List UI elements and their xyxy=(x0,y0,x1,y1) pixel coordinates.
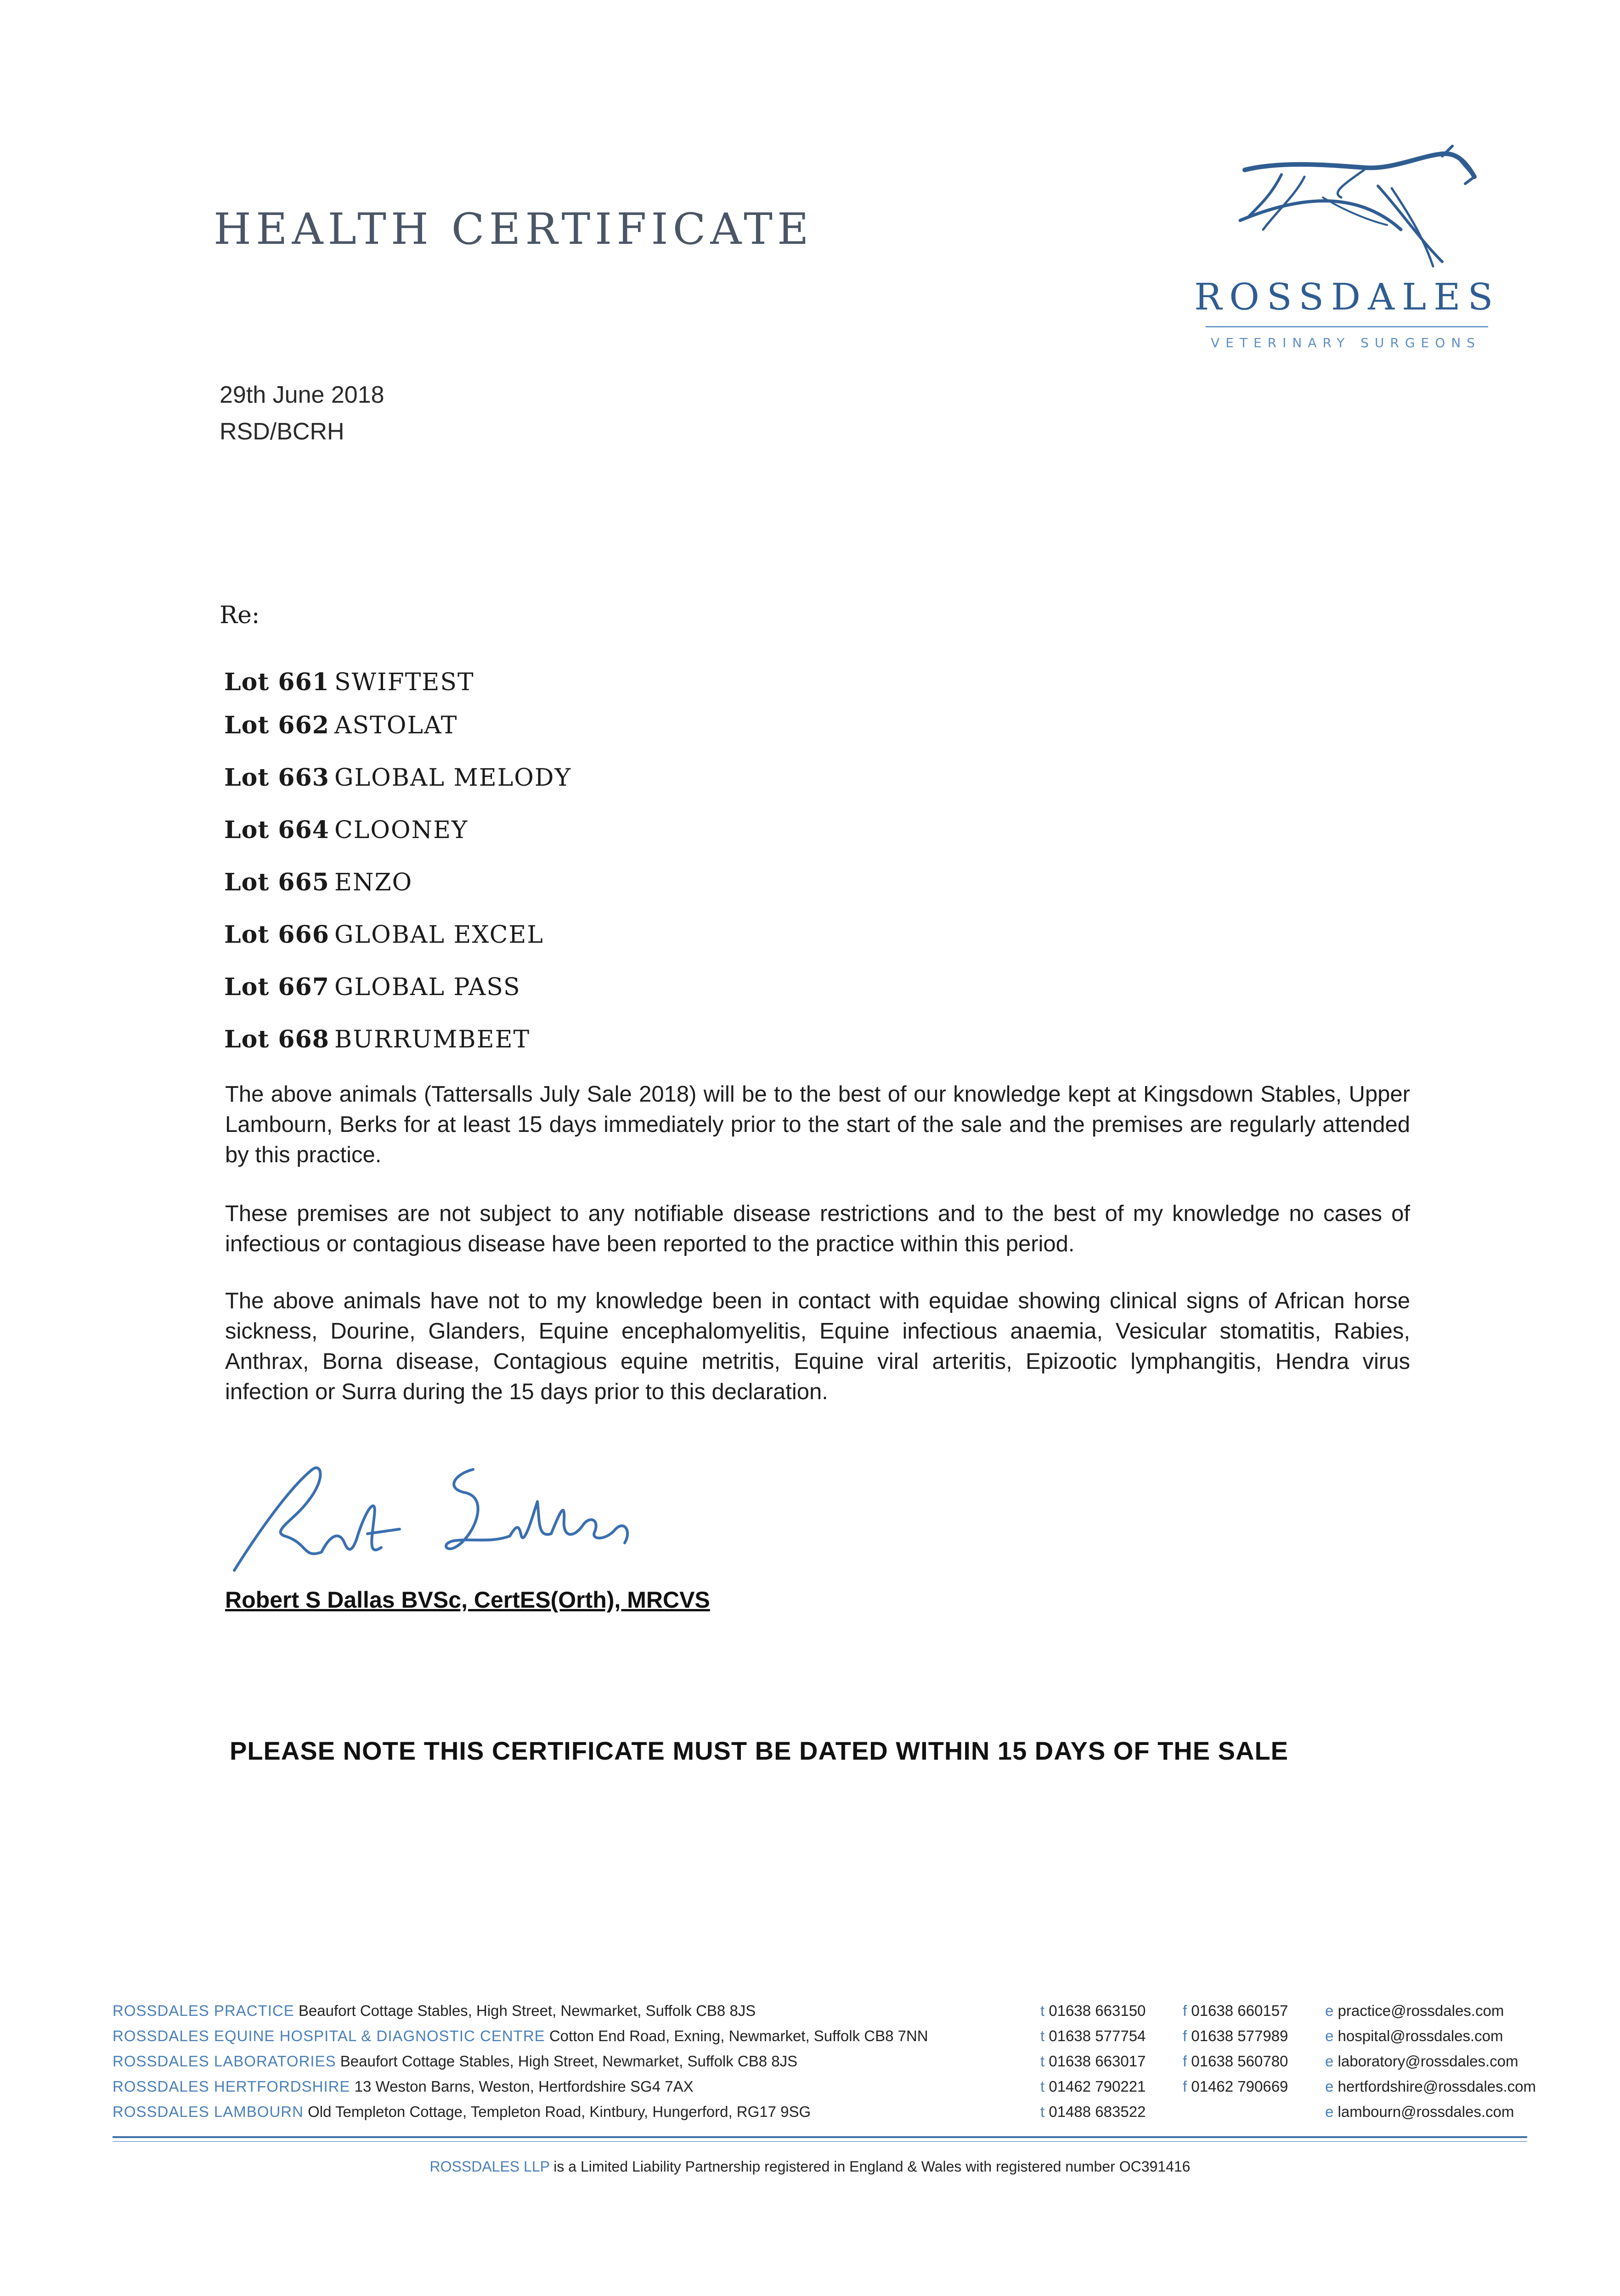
lot-row xyxy=(224,816,468,844)
footer-site-label: ROSSDALES LAMBOURN xyxy=(113,2103,304,2120)
footer-site-label: ROSSDALES LABORATORIES xyxy=(113,2053,336,2070)
body-paragraph: The above animals have not to my knowledge been in contact with equidae showing clinical signs of African horse sickness, Dourine, Glanders, Equine encephalomyelitis, Equine infectious anaemia, Vesicular stomatitis, Rabies, Anthrax, Borna disease, Contagious equine metritis, Equine viral arteritis, Epizootic lymphangitis, Hendra virus infection or Surra during the 15 days prior to this declaration. xyxy=(225,1289,1410,1404)
registration-text: is a Limited Liability Partnership registered in England & Wales with registered number OC391416 xyxy=(553,2158,1191,2175)
lot-row xyxy=(224,764,571,792)
footer-row xyxy=(113,2002,756,2026)
footer-phone: t 01488 683522 xyxy=(1040,2103,1146,2120)
registration-note xyxy=(0,2158,1620,2175)
footer-row xyxy=(113,2078,694,2102)
lot-horse-name: GLOBAL PASS xyxy=(334,974,521,1001)
lot-row xyxy=(224,668,474,696)
footer-address: 13 Weston Barns, Weston, Hertfordshire SG4 7AX xyxy=(354,2078,694,2095)
footer-fax: f 01638 560780 xyxy=(1183,2053,1288,2070)
footer-row xyxy=(113,2027,928,2051)
lot-number: Lot 663 xyxy=(224,764,329,792)
lot-number: Lot 667 xyxy=(224,973,329,1001)
footer-site-label: ROSSDALES PRACTICE xyxy=(113,2002,294,2019)
signatory-name: Robert S Dallas BVSc, CertES(Orth), MRCVS xyxy=(225,1587,710,1613)
footer-divider xyxy=(113,2136,1527,2138)
footer-fax: f 01638 577989 xyxy=(1183,2027,1288,2044)
footer-email[interactable]: e laboratory@rossdales.com xyxy=(1325,2053,1518,2070)
horse-logo-icon xyxy=(1226,142,1484,271)
footer-phone: t 01638 663150 xyxy=(1040,2002,1146,2019)
footer-email[interactable]: e lambourn@rossdales.com xyxy=(1325,2103,1514,2120)
lot-horse-name: SWIFTEST xyxy=(334,669,474,696)
footer-contacts xyxy=(113,2002,1536,2149)
handwritten-signature xyxy=(216,1451,675,1589)
brand-tagline: VETERINARY SURGEONS xyxy=(1211,335,1481,350)
footer-phone: t 01462 790221 xyxy=(1040,2078,1146,2095)
brand-name: ROSSDALES xyxy=(1194,276,1501,318)
footer-phone: t 01638 577754 xyxy=(1040,2027,1146,2044)
footer-address: Beaufort Cottage Stables, High Street, Newmarket, Suffolk CB8 8JS xyxy=(340,2053,798,2070)
footer-fax: f 01462 790669 xyxy=(1183,2078,1288,2095)
footer-email[interactable]: e hertfordshire@rossdales.com xyxy=(1325,2078,1536,2095)
lot-row xyxy=(224,868,412,896)
footer-site-label: ROSSDALES HERTFORDSHIRE xyxy=(113,2078,350,2095)
footer-email[interactable]: e hospital@rossdales.com xyxy=(1325,2027,1503,2044)
lot-number: Lot 661 xyxy=(224,668,329,696)
lot-number: Lot 668 xyxy=(224,1025,329,1053)
lot-horse-name: ENZO xyxy=(334,869,413,896)
lot-horse-name: BURRUMBEET xyxy=(334,1026,531,1053)
lot-number: Lot 664 xyxy=(224,816,329,844)
lot-number: Lot 665 xyxy=(224,868,329,896)
rossdales-logo xyxy=(1194,142,1501,367)
lot-row xyxy=(224,711,457,739)
lot-horse-name: CLOONEY xyxy=(334,816,469,844)
body-paragraph: The above animals (Tattersalls July Sale 2018) will be to the best of our knowledge kept at Kingsdown Stables, Upper Lambourn, Berks for at least 15 days immediately prior to the start of the sale and the premises are regularly attended by this practice. xyxy=(225,1082,1410,1167)
registration-label: ROSSDALES LLP xyxy=(429,2158,550,2175)
lot-row xyxy=(224,973,521,1001)
lot-horse-name: GLOBAL EXCEL xyxy=(334,921,544,949)
footer-phone: t 01638 663017 xyxy=(1040,2053,1146,2070)
certificate-title: HEALTH CERTIFICATE xyxy=(214,204,813,254)
letter-reference: RSD/BCRH xyxy=(220,418,344,445)
footer-address: Beaufort Cottage Stables, High Street, Newmarket, Suffolk CB8 8JS xyxy=(298,2002,756,2019)
lot-number: Lot 662 xyxy=(224,711,329,739)
footer-row xyxy=(113,2053,797,2077)
footer-divider-thin xyxy=(113,2141,1527,2142)
footer-email[interactable]: e practice@rossdales.com xyxy=(1325,2002,1504,2019)
lot-horse-name: GLOBAL MELODY xyxy=(334,764,571,792)
lot-row xyxy=(224,921,544,949)
footer-fax: f 01638 660157 xyxy=(1183,2002,1288,2019)
dating-notice: PLEASE NOTE THIS CERTIFICATE MUST BE DATED WITHIN 15 DAYS OF THE SALE xyxy=(230,1736,1289,1765)
footer-address: Cotton End Road, Exning, Newmarket, Suffolk CB8 7NN xyxy=(549,2027,928,2044)
re-label: Re: xyxy=(220,602,260,629)
footer-address: Old Templeton Cottage, Templeton Road, Kintbury, Hungerford, RG17 9SG xyxy=(308,2103,811,2120)
lot-horse-name: ASTOLAT xyxy=(334,712,458,739)
brand-divider xyxy=(1206,326,1488,327)
letter-date: 29th June 2018 xyxy=(220,382,384,408)
body-paragraph: These premises are not subject to any notifiable disease restrictions and to the best of my knowledge no cases of infectious or contagious disease have been reported to the practice within this period. xyxy=(225,1201,1410,1256)
lot-row xyxy=(224,1025,530,1053)
footer-site-label: ROSSDALES EQUINE HOSPITAL & DIAGNOSTIC CENTRE xyxy=(113,2027,545,2044)
footer-row xyxy=(113,2103,811,2127)
date-reference-block xyxy=(220,377,384,450)
lot-number: Lot 666 xyxy=(224,921,329,949)
